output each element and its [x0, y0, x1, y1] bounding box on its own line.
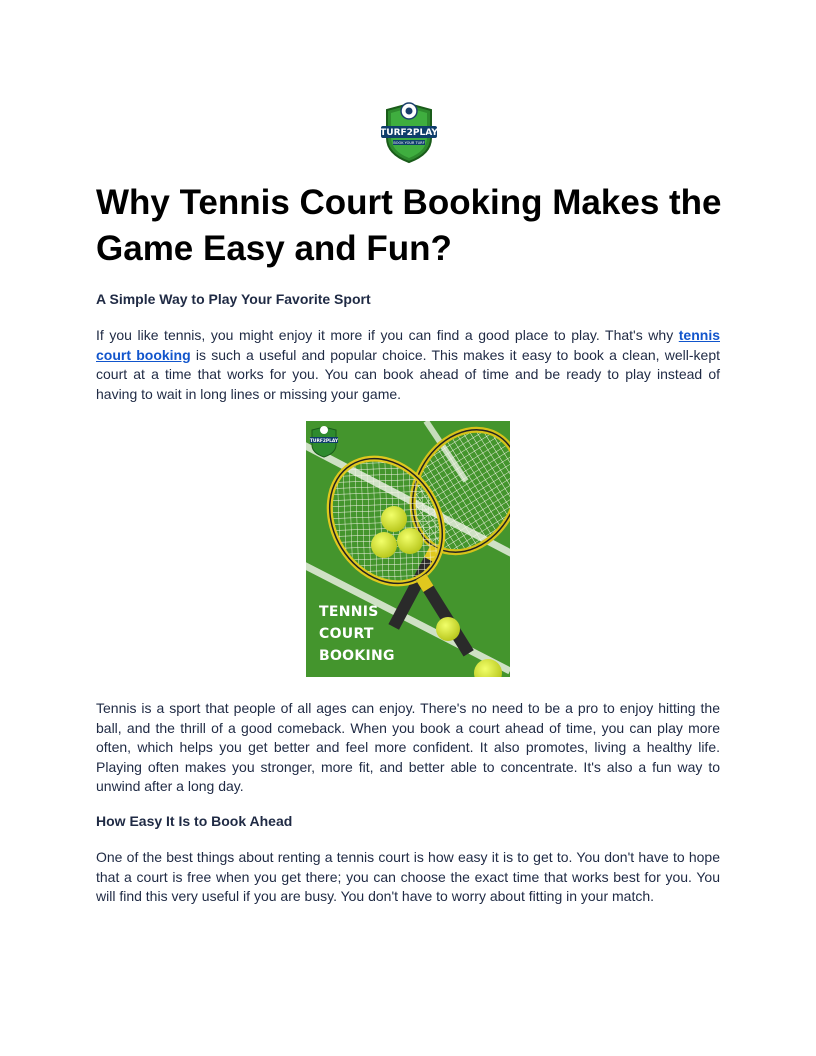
logo-text: TURF2PLAY: [380, 128, 438, 138]
shield-logo-icon: [379, 100, 439, 164]
intro-text-after: is such a useful and popular choice. This makes it easy to book a clean, well-kept court at a time that works for you. You can book ahead of time and be ready to play instead of having to wait in long lines or missing your game.: [96, 346, 721, 402]
hero-caption-line-2: COURT: [319, 626, 374, 642]
hero-logo-text: TURF2PLAY: [309, 438, 339, 444]
turf2play-logo: [379, 100, 439, 164]
book-ahead-paragraph: One of the best things about renting a tennis court is how easy it is to get to. You don't have to hope that a court is free when you get there; you can choose the exact time that works best for you. You will find this very useful if you are busy. You don't have to worry about fitting in your match.: [96, 849, 720, 904]
logo-tagline: BOOK YOUR TURF: [393, 141, 425, 145]
hero-caption: [319, 601, 395, 667]
hero-caption-line-3: BOOKING: [319, 648, 395, 664]
section-heading-book-ahead: How Easy It Is to Book Ahead: [96, 813, 293, 829]
page-title: Why Tennis Court Booking Makes the Game Easy and Fun?: [96, 183, 722, 268]
tennis-court-booking-image: [306, 421, 510, 677]
section-heading-simple-way: A Simple Way to Play Your Favorite Sport: [96, 291, 371, 307]
tennis-court-booking-link[interactable]: tennis court booking: [96, 327, 720, 363]
intro-text-before: If you like tennis, you might enjoy it more if you can find a good place to play. That's why: [96, 327, 679, 343]
benefits-paragraph: Tennis is a sport that people of all ages can enjoy. There's no need to be a pro to enjoy hitting the ball, and the thrill of a good comeback. When you book a court ahead of time, you can play more often, which helps you get better and feel more confident. It also promotes, living a healthy life. Playing often makes you stronger, more fit, and better able to concentrate. It's also a fun way to unwind after a long day.: [96, 700, 720, 794]
hero-caption-line-1: TENNIS: [319, 604, 379, 620]
intro-paragraph: [96, 326, 720, 404]
